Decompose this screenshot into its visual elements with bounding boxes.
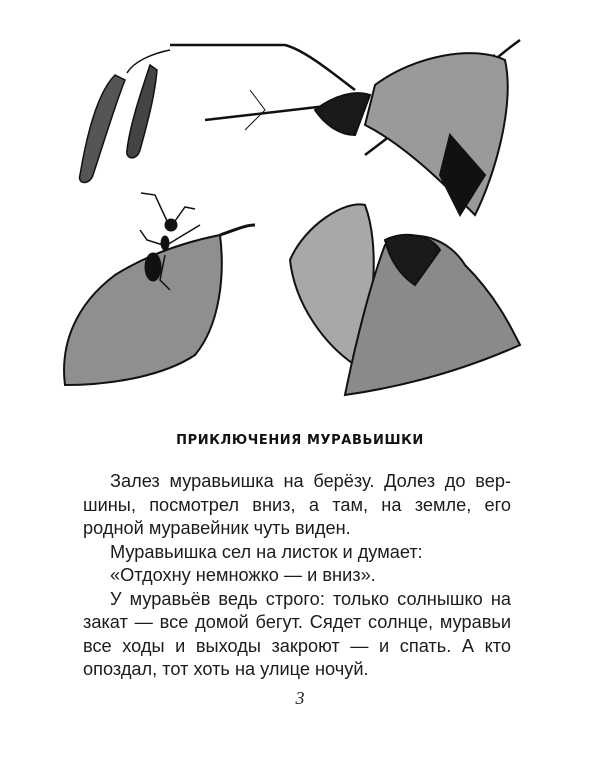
text-line: закат — все домой бегут. Сядет солнце, муравьи — [83, 612, 511, 632]
birch-leaves — [290, 53, 520, 395]
text-line: все ходы и выходы закроют — и спать. А кто — [83, 635, 511, 656]
story-title: ПРИКЛЮЧЕНИЯ МУРАВЬИШКИ — [176, 433, 424, 448]
text-line: шины, посмотрел вниз, а там, на земле, его — [83, 494, 511, 515]
story-body — [83, 470, 511, 682]
page-number: 3 — [295, 688, 305, 708]
text-line: У муравьёв ведь строго: только солнышко на — [110, 588, 511, 609]
ant-leaf — [64, 225, 255, 385]
birch-ant-illustration — [55, 25, 535, 420]
text-line: родной муравейник чуть виден. — [83, 518, 351, 538]
text-line: опоздал, тот хоть на улице ночуй. — [83, 659, 369, 679]
text-line: «Отдохну немножко — и вниз». — [110, 565, 376, 585]
text-line: Залез муравьишка на берёзу. Долез до вер- — [110, 471, 511, 491]
text-line: Муравьишка сел на листок и думает: — [110, 541, 423, 562]
birch-catkins — [80, 50, 170, 183]
